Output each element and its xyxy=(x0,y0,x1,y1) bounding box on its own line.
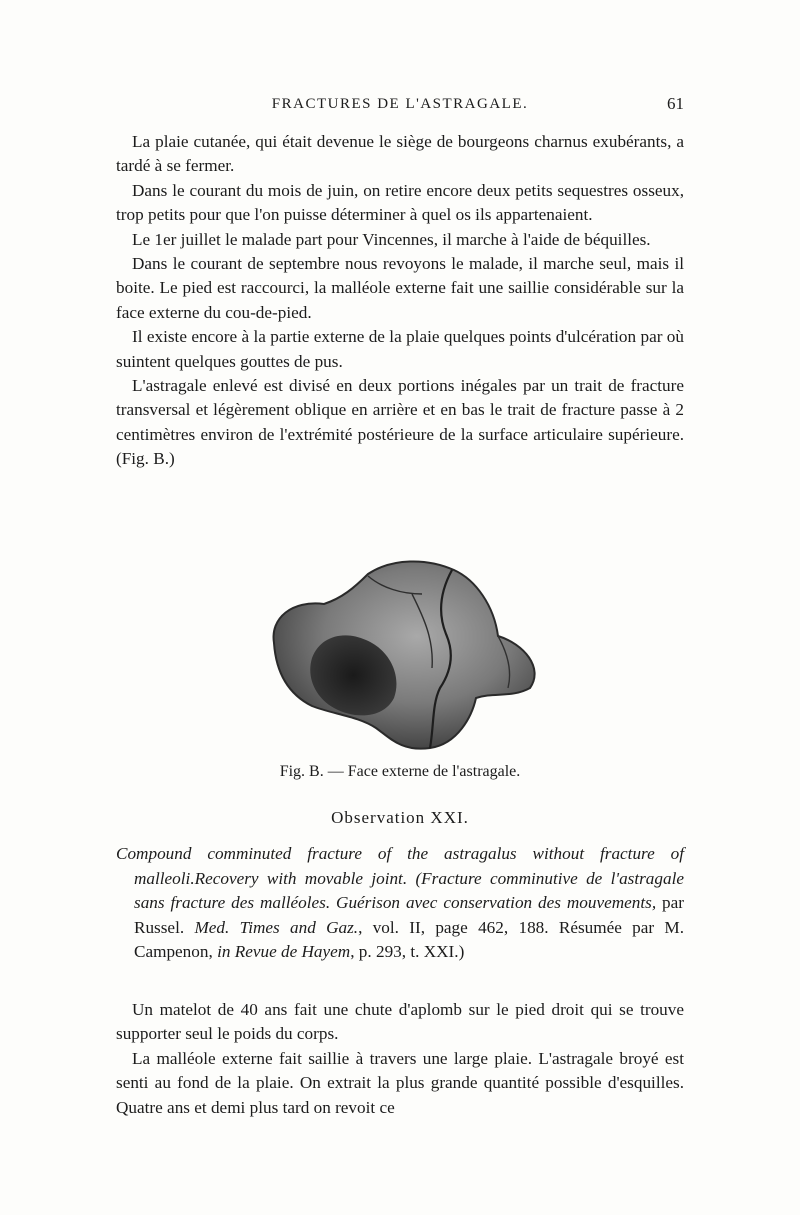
paragraph: Dans le courant du mois de juin, on retire encore deux petits sequestres osseux, trop petits pour que l'on puisse déterminer à quel os ils appartenaient. xyxy=(116,180,684,225)
page-number: 61 xyxy=(667,94,684,113)
paragraph: Un matelot de 40 ans fait une chute d'aplomb sur le pied droit qui se trouve supporter seul le poids du corps. xyxy=(116,1000,684,1044)
observation-heading: Observation XXI. xyxy=(331,808,469,827)
body-text-top xyxy=(116,130,684,472)
paragraph: Il existe encore à la partie externe de la plaie quelques points d'ulcération par où suintent quelques gouttes de pus. xyxy=(116,327,684,371)
french-title: (Fracture comminutive de l'astragale sans fracture des malléoles. Guérison avec conservation des mouvements, xyxy=(134,868,684,913)
paragraph: Le 1er juillet le malade part pour Vincennes, il marche à l'aide de béquilles. xyxy=(132,229,651,249)
astragalus-bone-drawing xyxy=(262,548,552,758)
astragalus-illustration xyxy=(262,548,552,758)
journal-name: Med. Times and Gaz. xyxy=(194,917,359,937)
observation-abstract xyxy=(116,842,684,965)
reference-text: par Russel. xyxy=(134,893,685,937)
reference-text: , p. 293, t. XXI.) xyxy=(350,942,465,962)
paragraph: Dans le courant de septembre nous revoyons le malade, il marche seul, mais il boite. Le pied est raccourci, la malléole externe fait une saillie considérable sur la face externe du cou-de-pied. xyxy=(116,254,684,322)
english-title: Compound comminuted fracture of the astragalus without fracture of malleoli.Recovery with movable joint. xyxy=(116,844,684,888)
paragraph: La plaie cutanée, qui était devenue le siège de bourgeons charnus exubérants, a tardé à se fermer. xyxy=(116,132,684,176)
journal-name: in Revue de Hayem xyxy=(217,942,351,962)
reference-text: , vol. II, page 462, 188. Résumée par M. Campenon, xyxy=(134,917,684,962)
page-header xyxy=(116,96,684,122)
figure-caption: Fig. B. — Face externe de l'astragale. xyxy=(279,763,521,780)
paragraph: L'astragale enlevé est divisé en deux portions inégales par un trait de fracture transversal et légèrement oblique en arrière et en bas le trait de fracture passe à 2 centimètres environ de l'extrémité postérieure de la surface articulaire supérieure. (Fig. B.) xyxy=(116,376,684,469)
paragraph: La malléole externe fait saillie à travers une large plaie. L'astragale broyé est senti au fond de la plaie. On extrait la plus grande quantité possible d'esquilles. Quatre ans et demi plus tard on revoit ce xyxy=(116,1048,684,1117)
running-title: FRACTURES DE L'ASTRAGALE. xyxy=(271,96,529,112)
body-text-bottom xyxy=(116,998,684,1120)
bone-outline xyxy=(274,561,535,748)
